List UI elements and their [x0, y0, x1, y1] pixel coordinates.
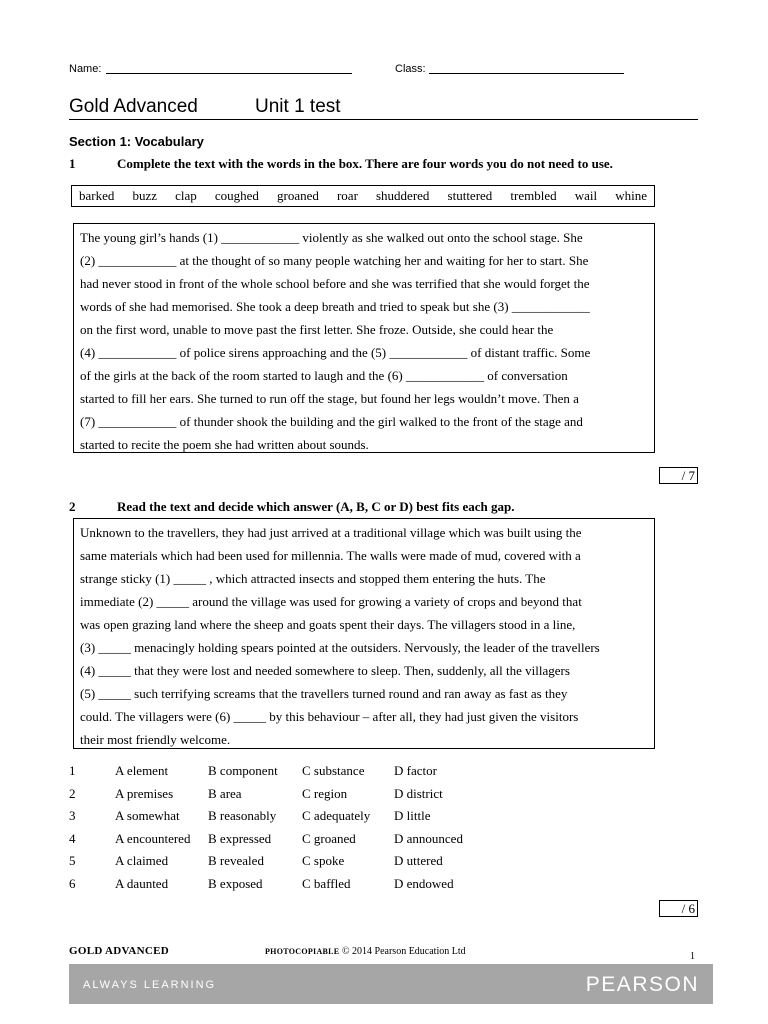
option-b[interactable]: B component	[208, 763, 278, 778]
section-title: Section 1: Vocabulary	[69, 134, 204, 149]
text-line: (4) _____ that they were lost and needed somewhere to sleep. Then, suddenly, all the villagers	[80, 663, 570, 678]
class-field[interactable]	[429, 63, 624, 74]
text-line: could. The villagers were (6) _____ by this behaviour – after all, they had just given the visitors	[80, 709, 579, 724]
text-line: (7) ____________ of thunder shook the building and the girl walked to the front of the stage and	[80, 414, 583, 429]
option-row	[69, 786, 669, 809]
unit-title: Unit 1 test	[255, 96, 341, 117]
question-1-text-box	[73, 223, 655, 453]
option-a[interactable]: A somewhat	[115, 808, 180, 824]
page-number: 1	[690, 951, 695, 962]
question-1-score-box[interactable]: / 7	[659, 467, 698, 484]
class-label: Class:	[395, 63, 426, 75]
text-line: words of she had memorised. She took a deep breath and tried to speak but she (3) ____________	[80, 299, 590, 314]
text-line: on the first word, unable to move past the first letter. She froze. Outside, she could hear the	[80, 322, 554, 337]
text-line: (3) _____ menacingly holding spears pointed at the outsiders. Nervously, the leader of the travellers	[80, 640, 600, 655]
option-a[interactable]: A daunted	[115, 875, 169, 891]
text-line: immediate (2) _____ around the village was used for growing a variety of crops and beyond that	[80, 594, 582, 609]
text-line: same materials which had been used for millennia. The walls were made of mud, covered with a	[80, 548, 581, 563]
word-item: wail	[574, 188, 598, 203]
option-a[interactable]: A claimed	[115, 853, 169, 869]
option-number: 2	[69, 785, 76, 801]
word-item: shuddered	[376, 188, 430, 203]
word-item: roar	[336, 188, 358, 203]
option-number: 3	[69, 808, 76, 824]
word-item: whine	[615, 188, 647, 203]
question-2-score-box[interactable]: / 6	[659, 900, 698, 917]
option-c[interactable]: C groaned	[302, 830, 356, 846]
text-line: Unknown to the travellers, they had just arrived at a traditional village which was built using the	[80, 525, 582, 540]
text-line: started to fill her ears. She turned to run off the stage, but found her legs wouldn’t move. Then a	[80, 391, 579, 406]
text-line: (4) ____________ of police sirens approaching and the (5) ____________ of distant traffic. Some	[80, 345, 591, 360]
question-2-text-box	[73, 518, 655, 749]
word-item: buzz	[132, 188, 158, 203]
option-row	[69, 831, 669, 854]
pearson-banner	[69, 964, 713, 1004]
word-item: groaned	[277, 188, 319, 203]
option-d[interactable]: D uttered	[394, 853, 443, 869]
name-label: Name:	[69, 63, 102, 75]
option-b[interactable]: B revealed	[208, 853, 264, 869]
word-item: coughed	[214, 188, 259, 203]
title-divider	[69, 119, 698, 120]
option-a[interactable]: A encountered	[115, 830, 191, 846]
option-c[interactable]: C baffled	[302, 875, 351, 891]
option-b[interactable]: B area	[208, 785, 242, 801]
option-number: 5	[69, 853, 76, 869]
text-line: was open grazing land where the sheep and goats spent their days. The villagers stood in a line,	[80, 617, 576, 632]
text-line: (2) ____________ at the thought of so many people watching her and waiting for her to start. She	[80, 253, 589, 268]
option-row	[69, 876, 669, 899]
option-c[interactable]: C adequately	[302, 808, 371, 824]
name-field[interactable]	[106, 63, 352, 74]
word-box	[71, 185, 655, 207]
option-d[interactable]: D endowed	[394, 875, 454, 891]
option-d[interactable]: D little	[394, 808, 431, 824]
option-c[interactable]: C region	[302, 785, 348, 801]
option-d[interactable]: D factor	[394, 763, 437, 778]
option-number: 4	[69, 830, 76, 846]
options-list	[69, 763, 669, 899]
option-row	[69, 808, 669, 831]
option-b[interactable]: B reasonably	[208, 808, 277, 824]
text-line: The young girl’s hands (1) ____________ violently as she walked out onto the school stage. She	[80, 230, 583, 245]
question-2-instruction: Read the text and decide which answer (A, B, C or D) best fits each gap.	[117, 499, 515, 514]
text-line: of the girls at the back of the room started to laugh and the (6) ____________ of conversation	[80, 368, 568, 383]
pearson-logo: PEARSON	[585, 973, 699, 996]
text-line: had never stood in front of the whole school before and she was terrified that she would forget the	[80, 276, 590, 291]
option-c[interactable]: C spoke	[302, 853, 345, 869]
option-a[interactable]: A element	[115, 763, 169, 778]
option-b[interactable]: B expressed	[208, 830, 272, 846]
footer-copyright	[265, 946, 466, 957]
question-2-number: 2	[69, 499, 76, 514]
text-line: strange sticky (1) _____ , which attracted insects and stopped them entering the huts. The	[80, 571, 546, 586]
option-number: 1	[69, 763, 76, 778]
option-row	[69, 763, 669, 786]
word-item: barked	[79, 188, 115, 203]
option-row	[69, 853, 669, 876]
option-c[interactable]: C substance	[302, 763, 365, 778]
word-item: trembled	[510, 188, 557, 203]
option-a[interactable]: A premises	[115, 785, 174, 801]
copyright-text: © 2014 Pearson Education Ltd	[339, 946, 466, 957]
word-item: clap	[175, 188, 197, 203]
footer-brand: GOLD ADVANCED	[69, 945, 169, 957]
course-title: Gold Advanced	[69, 96, 198, 117]
option-number: 6	[69, 875, 76, 891]
option-d[interactable]: D district	[394, 785, 443, 801]
text-line: (5) _____ such terrifying screams that the travellers turned round and ran away as fast as they	[80, 686, 568, 701]
banner-tagline: ALWAYS LEARNING	[83, 979, 217, 991]
word-item: stuttered	[447, 188, 493, 203]
text-line: their most friendly welcome.	[80, 732, 231, 747]
question-1-number: 1	[69, 156, 76, 171]
option-b[interactable]: B exposed	[208, 875, 263, 891]
text-line: started to recite the poem she had written about sounds.	[80, 437, 369, 452]
question-1-instruction: Complete the text with the words in the box. There are four words you do not need to use.	[117, 156, 613, 171]
option-d[interactable]: D announced	[394, 830, 463, 846]
photocopiable-label: PHOTOCOPIABLE	[265, 947, 340, 956]
